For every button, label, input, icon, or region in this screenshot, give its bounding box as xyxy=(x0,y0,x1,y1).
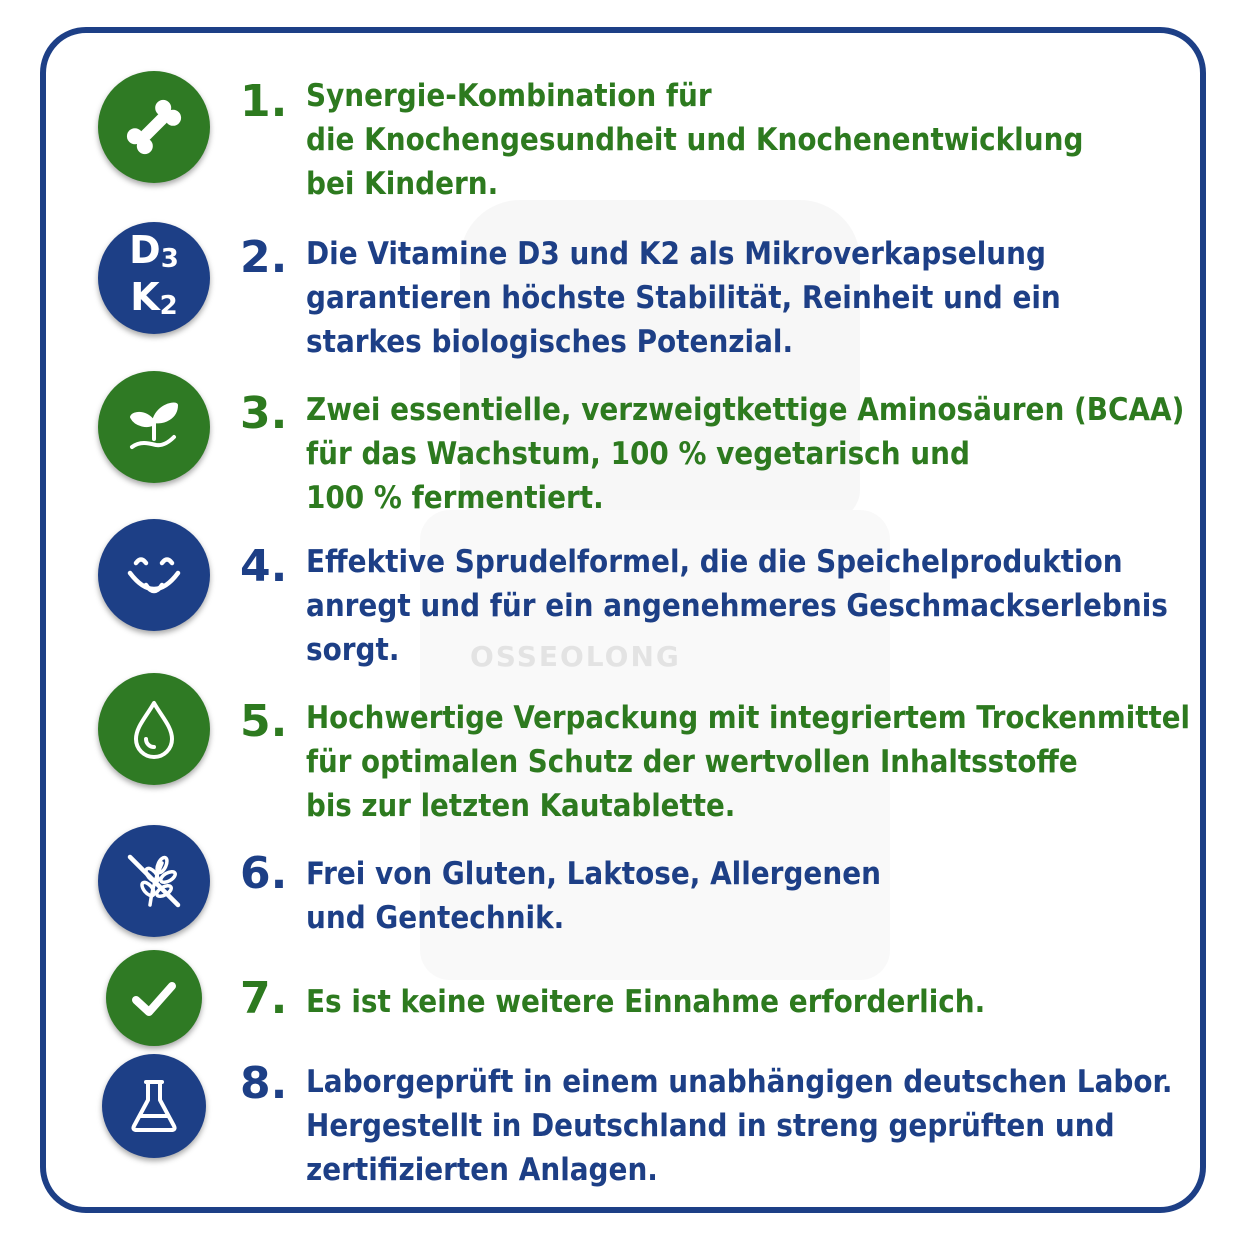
item-text-line: Effektive Sprudelformel, die die Speichelproduktion xyxy=(306,544,1123,580)
icon-label-d3: $D_3$ xyxy=(129,228,179,274)
item-text xyxy=(306,540,1168,672)
item-text-line: bis zur letzten Kautablette. xyxy=(306,788,736,824)
item-text-line: für optimalen Schutz der wertvollen Inhaltsstoffe xyxy=(306,744,1078,780)
item-text-line: Synergie-Kombination für xyxy=(306,78,712,114)
vitamin-d3-k2-icon xyxy=(98,222,210,334)
item-text-line: garantieren höchste Stabilität, Reinheit und ein xyxy=(306,280,1061,316)
item-text-line: Laborgeprüft in einem unabhängigen deutschen Labor. xyxy=(306,1064,1173,1100)
item-number: 8. xyxy=(240,1058,288,1109)
item-text-line: starkes biologisches Potenzial. xyxy=(306,324,794,360)
item-text-line: Zwei essentielle, verzweigtkettige Aminosäuren (BCAA) xyxy=(306,392,1185,428)
item-number: 1. xyxy=(240,76,288,127)
item-text xyxy=(306,696,1190,828)
item-text-line: und Gentechnik. xyxy=(306,900,565,936)
item-text xyxy=(306,74,1083,206)
item-text-line: Es ist keine weitere Einnahme erforderlich. xyxy=(306,984,986,1020)
item-text-line: zertifizierten Anlagen. xyxy=(306,1152,658,1188)
item-text xyxy=(306,388,1184,520)
item-text-line: Hergestellt in Deutschland in streng geprüften und xyxy=(306,1108,1115,1144)
item-text-line: für das Wachstum, 100 % vegetarisch und xyxy=(306,436,970,472)
item-text-line: Hochwertige Verpackung mit integriertem Trockenmittel xyxy=(306,700,1191,736)
item-number: 7. xyxy=(240,973,288,1024)
jar-brand-label: OSSEOLONG xyxy=(470,640,681,673)
item-number: 4. xyxy=(240,541,288,592)
item-text xyxy=(306,852,881,940)
item-text-line: 100 % fermentiert. xyxy=(306,480,604,516)
item-number: 3. xyxy=(240,388,288,439)
item-text-line: Die Vitamine D3 und K2 als Mikroverkapselung xyxy=(306,236,1046,272)
item-text xyxy=(306,232,1061,364)
item-text-line: anregt und für ein angenehmeres Geschmackserlebnis xyxy=(306,588,1168,624)
sprout-hand-icon xyxy=(98,371,210,483)
water-drop-icon xyxy=(98,673,210,785)
lab-flask-icon xyxy=(102,1054,206,1158)
item-text-line: bei Kindern. xyxy=(306,166,499,202)
item-text xyxy=(306,1060,1172,1192)
item-text-line: die Knochengesundheit und Knochenentwicklung xyxy=(306,122,1084,158)
item-number: 2. xyxy=(240,232,288,283)
item-text-line: Frei von Gluten, Laktose, Allergenen xyxy=(306,856,881,892)
gluten-free-icon xyxy=(98,825,210,937)
item-number: 6. xyxy=(240,848,288,899)
bone-icon xyxy=(98,71,210,183)
smiley-tongue-icon xyxy=(98,519,210,631)
icon-label-k2: $K_2$ xyxy=(130,275,178,321)
checkmark-icon xyxy=(106,950,202,1046)
item-text xyxy=(306,980,985,1024)
item-text-line: sorgt. xyxy=(306,632,400,668)
item-number: 5. xyxy=(240,696,288,747)
